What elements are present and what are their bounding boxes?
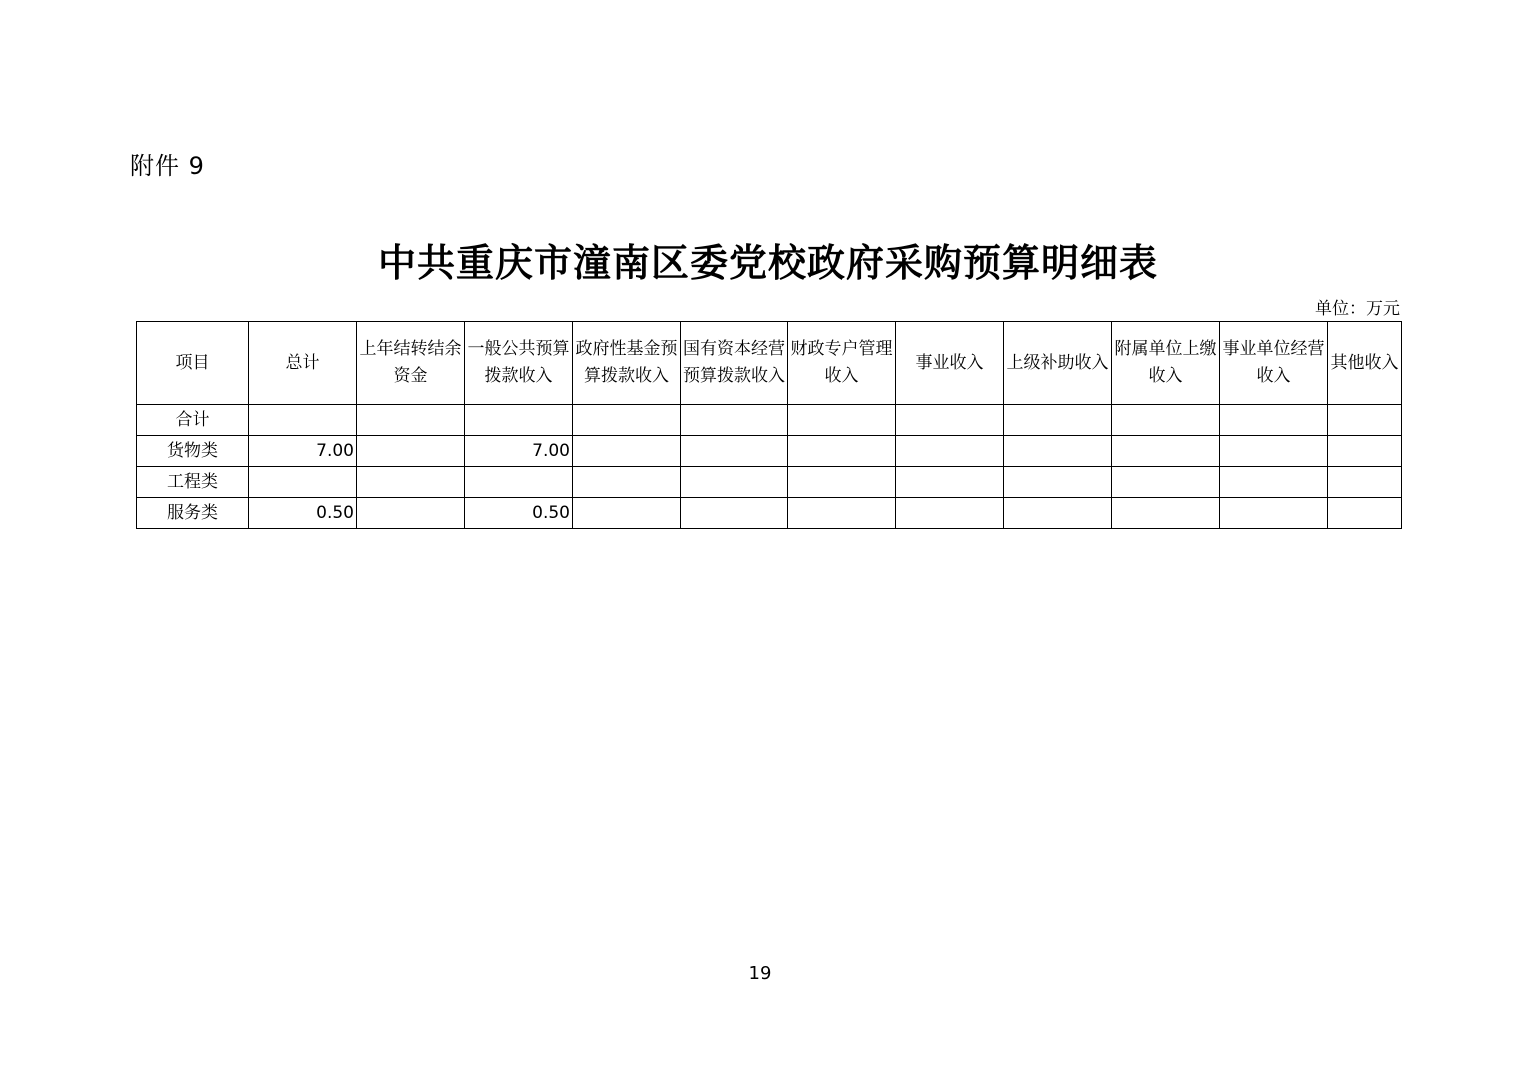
table-cell xyxy=(1220,405,1328,436)
table-cell xyxy=(573,467,681,498)
table-cell xyxy=(357,436,465,467)
table-cell xyxy=(1112,436,1220,467)
table-cell xyxy=(465,405,573,436)
table-row xyxy=(137,498,1402,529)
table-cell: 7.00 xyxy=(465,436,573,467)
table-cell xyxy=(1004,436,1112,467)
table-cell xyxy=(788,498,896,529)
table-cell xyxy=(1112,405,1220,436)
table-cell xyxy=(1112,467,1220,498)
table-cell xyxy=(573,436,681,467)
table-cell xyxy=(1220,498,1328,529)
table-cell xyxy=(1328,405,1402,436)
table-cell xyxy=(357,498,465,529)
table-cell xyxy=(788,436,896,467)
column-header: 政府性基金预算拨款收入 xyxy=(573,322,681,405)
table-header-row xyxy=(137,322,1402,405)
row-label: 服务类 xyxy=(137,498,249,529)
table-cell xyxy=(896,405,1004,436)
document-title: 中共重庆市潼南区委党校政府采购预算明细表 xyxy=(377,240,1158,285)
table-cell: 0.50 xyxy=(249,498,357,529)
attachment-label: 附件 9 xyxy=(130,152,205,180)
table-cell xyxy=(1328,498,1402,529)
table-cell xyxy=(1220,436,1328,467)
table-cell xyxy=(357,467,465,498)
column-header: 一般公共预算拨款收入 xyxy=(465,322,573,405)
table-cell: 0.50 xyxy=(465,498,573,529)
row-label: 工程类 xyxy=(137,467,249,498)
page-number: 19 xyxy=(748,963,772,984)
table-cell xyxy=(1112,498,1220,529)
table-cell xyxy=(1328,436,1402,467)
table-cell xyxy=(1004,405,1112,436)
table-cell xyxy=(681,405,788,436)
column-header: 国有资本经营预算拨款收入 xyxy=(681,322,788,405)
table-cell xyxy=(681,436,788,467)
table-cell xyxy=(896,467,1004,498)
column-header: 事业收入 xyxy=(896,322,1004,405)
row-label: 货物类 xyxy=(137,436,249,467)
table-row xyxy=(137,436,1402,467)
column-header: 财政专户管理收入 xyxy=(788,322,896,405)
table-cell xyxy=(249,467,357,498)
row-label: 合计 xyxy=(137,405,249,436)
table-cell xyxy=(1004,498,1112,529)
table-cell xyxy=(249,405,357,436)
unit-label: 单位：万元 xyxy=(1315,299,1400,319)
column-header: 附属单位上缴收入 xyxy=(1112,322,1220,405)
table-cell xyxy=(788,405,896,436)
table-cell xyxy=(573,405,681,436)
table-cell xyxy=(896,498,1004,529)
table-cell xyxy=(1328,467,1402,498)
column-header: 事业单位经营收入 xyxy=(1220,322,1328,405)
table-cell xyxy=(465,467,573,498)
table-row xyxy=(137,467,1402,498)
column-header: 其他收入 xyxy=(1328,322,1402,405)
table-cell: 7.00 xyxy=(249,436,357,467)
column-header: 上年结转结余资金 xyxy=(357,322,465,405)
table-row xyxy=(137,405,1402,436)
table-cell xyxy=(681,498,788,529)
column-header: 项目 xyxy=(137,322,249,405)
table-cell xyxy=(681,467,788,498)
table-cell xyxy=(573,498,681,529)
table-cell xyxy=(1220,467,1328,498)
table-cell xyxy=(1004,467,1112,498)
column-header: 总计 xyxy=(249,322,357,405)
procurement-budget-table xyxy=(136,321,1402,529)
table-cell xyxy=(788,467,896,498)
table-cell xyxy=(896,436,1004,467)
table-cell xyxy=(357,405,465,436)
column-header: 上级补助收入 xyxy=(1004,322,1112,405)
